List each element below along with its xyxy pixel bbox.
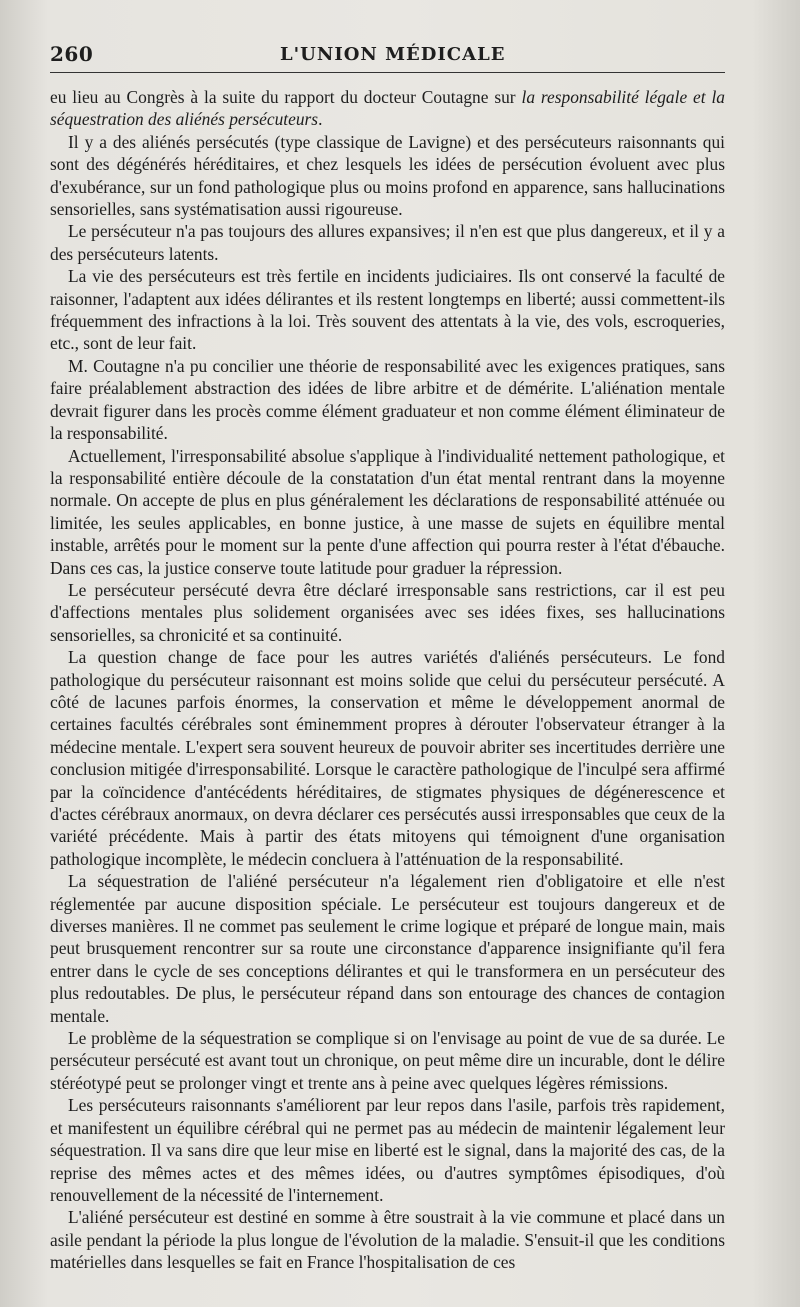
paragraph: Le problème de la séquestration se complique si on l'envisage au point de vue de sa durée. Le persécuteur persécuté est avant tout un chronique, on peut même dire un incurable, dont le délire stéréotypé peut se prolonger vingt et trente ans à peine avec quelques légères rémissions. xyxy=(50,1028,725,1093)
paragraph-text: . xyxy=(318,109,323,130)
paragraph: M. Coutagne n'a pu concilier une théorie de responsabilité avec les exigences pratiques, sans faire préalablement abstraction des idées de libre arbitre et de démérite. L'aliénation mentale devrait figurer dans les procès comme élément graduateur et non comme élément éliminateur de la responsabilité. xyxy=(50,355,725,444)
paragraph: La question change de face pour les autres variétés d'aliénés persécuteurs. Le fond pathologique du persécuteur raisonnant est moins solide que celui du persécuteur persécuté. A côté de lacunes parfois énormes, la conservation et même le développement anormal de certaines facultés cérébrales sont éminemment propres à dérouter l'observateur étranger à la médecine mentale. L'expert sera souvent heureux de pouvoir abriter ses incertitudes derrière une conclusion mitigée d'irresponsabilité. Lorsque le caractère pathologique de l'inculpé sera affirmé par la coïncidence d'antécédents héréditaires, de stigmates physiques de dégénerescence et d'actes cérébraux anormaux, on devra déclarer ces persécutés aussi irresponsables que ceux de la variété précédente. Mais à partir des états mitoyens qui témoignent d'une organisation pathologique incomplète, le médecin concluera à l'atténuation de la responsabilité. xyxy=(50,647,725,869)
paragraph: La vie des persécuteurs est très fertile en incidents judiciaires. Ils ont conservé la faculté de raisonner, l'adaptent aux idées délirantes et ils restent longtemps en liberté; aussi commettent-ils fréquemment des infractions à la loi. Très souvent des attentats à la vie, des vols, escroqueries, etc., sont de leur fait. xyxy=(50,266,725,354)
paragraph: Il y a des aliénés persécutés (type classique de Lavigne) et des persécuteurs raisonnants qui sont des dégénérés héréditaires, et chez lesquels les idées de persécution évoluent avec plus d'exubérance, sur un fond pathologique plus ou moins profond en apparence, sans hallucinations sensorielles, sans systématisation aussi rigoureuse. xyxy=(50,131,725,220)
running-header xyxy=(50,42,725,72)
header-rule xyxy=(50,72,725,73)
paragraph: Actuellement, l'irresponsabilité absolue s'applique à l'individualité nettement pathologique, et la responsabilité entière découle de la constatation d'un état mental rentrant dans la moyenne normale. On accepte de plus en plus généralement les déclarations de responsabilité atténuée ou limitée, les seules applicables, en bonne justice, à une masse de sujets en équilibre mental instable, arrêtés pour le moment sur la pente d'une affection qui pourra rester à l'état d'ébauche. Dans ces cas, la justice conserve toute latitude pour graduer la répression. xyxy=(50,445,725,578)
journal-title: L'UNION MÉDICALE xyxy=(280,44,506,65)
paragraph: Le persécuteur n'a pas toujours des allures expansives; il n'en est que plus dangereux, et il y a des persécuteurs latents. xyxy=(50,221,725,264)
paragraph: Le persécuteur persécuté devra être déclaré irresponsable sans restrictions, car il est peu d'affections mentales plus solidement organisées avec ses idées fixes, ses hallucinations sensorielles, sa chronicité et sa continuité. xyxy=(50,579,725,645)
report-title: la responsabilité légale et la séquestration des aliénés persécuteurs xyxy=(50,87,725,130)
paragraph-text: eu lieu au Congrès à la suite du rapport du docteur Coutagne sur xyxy=(50,87,522,107)
paragraph-continuation xyxy=(50,86,725,131)
paragraph: La séquestration de l'aliéné persécuteur n'a légalement rien d'obligatoire et elle n'est réglementée par aucune disposition spéciale. Le persécuteur est toujours dangereux et de diverses manières. Il ne commet pas seulement le crime logique et préparé de longue main, mais peut brusquement rencontrer sur sa route une circonstance d'apparence insignifiante qu'il fera entrer dans le cycle de ses conceptions délirantes et qui le transformera en un persécuteur des plus redoutables. De plus, le persécuteur répand dans son entourage des chances de contagion mentale. xyxy=(50,871,725,1026)
article-body xyxy=(50,86,725,1274)
paragraph: Les persécuteurs raisonnants s'améliorent par leur repos dans l'asile, parfois très rapidement, et manifestent un équilibre cérébral qui ne permet pas au médecin de maintenir légalement leur séquestration. Il va sans dire que leur mise en liberté est le signal, dans la majorité des cas, de la reprise des mêmes actes et des mêmes idées, ou d'autres symptômes épisodiques, d'où renouvellement de la nécessité de l'internement. xyxy=(50,1095,725,1205)
page-number: 260 xyxy=(50,42,94,66)
paragraph: L'aliéné persécuteur est destiné en somme à être soustrait à la vie commune et placé dans un asile pendant la période la plus longue de l'évolution de la maladie. S'ensuit-il que les conditions matérielles dans lesquelles se fait en France l'hospitalisation de ces xyxy=(50,1207,725,1273)
